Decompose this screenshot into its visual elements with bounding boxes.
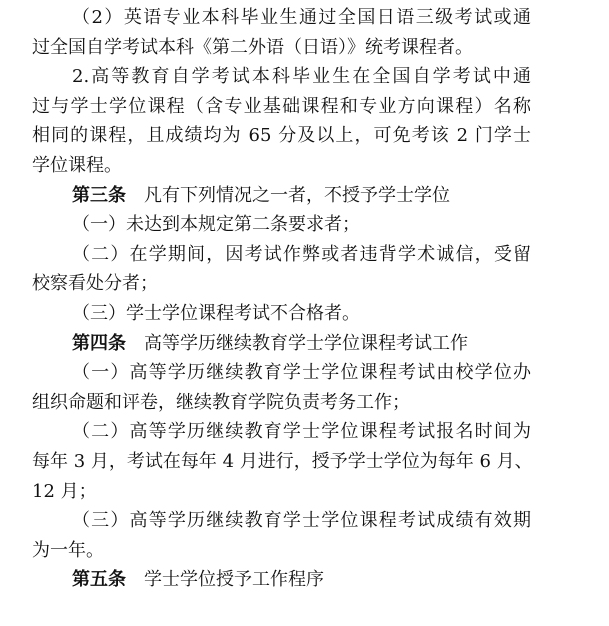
line-text: 过全国自学考试本科《第二外语（日语）》统考课程者。: [32, 36, 473, 58]
paragraph: [32, 358, 531, 417]
text-line: [32, 181, 531, 211]
paragraph: [32, 417, 531, 506]
paragraph: [32, 210, 531, 240]
line-text: 高等学历继续教育学士学位课程考试工作: [144, 332, 468, 354]
document-body: [32, 3, 531, 595]
text-line: [32, 565, 531, 595]
text-line: [32, 269, 531, 299]
article-number: 第五条: [72, 569, 126, 591]
line-text: 相同的课程，且成绩均为 65 分及以上，可免考该 2 门学士: [32, 125, 531, 147]
line-text: 凡有下列情况之一者，不授予学士学位: [144, 184, 450, 206]
text-line: [32, 92, 531, 122]
paragraph: [32, 299, 531, 329]
text-line: [32, 477, 531, 507]
line-text: （三）高等学历继续教育学士学位课程考试成绩有效期: [72, 510, 531, 532]
text-line: [32, 447, 531, 477]
text-line: [32, 506, 531, 536]
line-text: （二）高等学历继续教育学士学位课程考试报名时间为: [72, 421, 531, 443]
paragraph: [32, 62, 531, 180]
line-text: （2）英语专业本科毕业生通过全国日语三级考试或通: [72, 7, 531, 28]
line-text: （一）未达到本规定第二条要求者；: [72, 214, 360, 236]
article-heading-paragraph: [32, 565, 531, 595]
text-line: [32, 358, 531, 388]
text-line: [32, 240, 531, 270]
text-line: [32, 299, 531, 329]
article-number: 第四条: [72, 332, 126, 354]
paragraph: [32, 3, 531, 62]
line-text: 每年 3 月，考试在每年 4 月进行，授予学士学位为每年 6 月、: [32, 450, 533, 472]
text-line: [32, 151, 531, 181]
line-text: 校察看处分者；: [32, 273, 158, 295]
text-line: [32, 536, 531, 566]
text-line: [32, 210, 531, 240]
line-text: （三）学士学位课程考试不合格者。: [72, 302, 360, 324]
article-heading-paragraph: [32, 181, 531, 211]
line-text: 学士学位授予工作程序: [144, 569, 324, 591]
line-text: 过与学士学位课程（含专业基础课程和专业方向课程）名称: [32, 95, 531, 117]
line-text: 为一年。: [32, 539, 104, 561]
article-number: 第三条: [72, 184, 126, 206]
article-heading-paragraph: [32, 329, 531, 359]
paragraph: [32, 240, 531, 299]
line-text: 2.高等教育自学考试本科毕业生在全国自学考试中通: [72, 66, 531, 88]
text-line: [32, 417, 531, 447]
line-text: 学位课程。: [32, 154, 122, 176]
text-line: [32, 3, 531, 33]
line-text: （二）在学期间，因考试作弊或者违背学术诚信，受留: [72, 243, 531, 265]
text-line: [32, 329, 531, 359]
paragraph: [32, 506, 531, 565]
text-line: [32, 62, 531, 92]
text-line: [32, 121, 531, 151]
text-line: [32, 33, 531, 63]
line-text: 组织命题和评卷，继续教育学院负责考务工作；: [32, 391, 410, 413]
line-text: （一）高等学历继续教育学士学位课程考试由校学位办: [72, 362, 531, 384]
text-line: [32, 388, 531, 418]
line-text: 12 月；: [32, 480, 97, 502]
